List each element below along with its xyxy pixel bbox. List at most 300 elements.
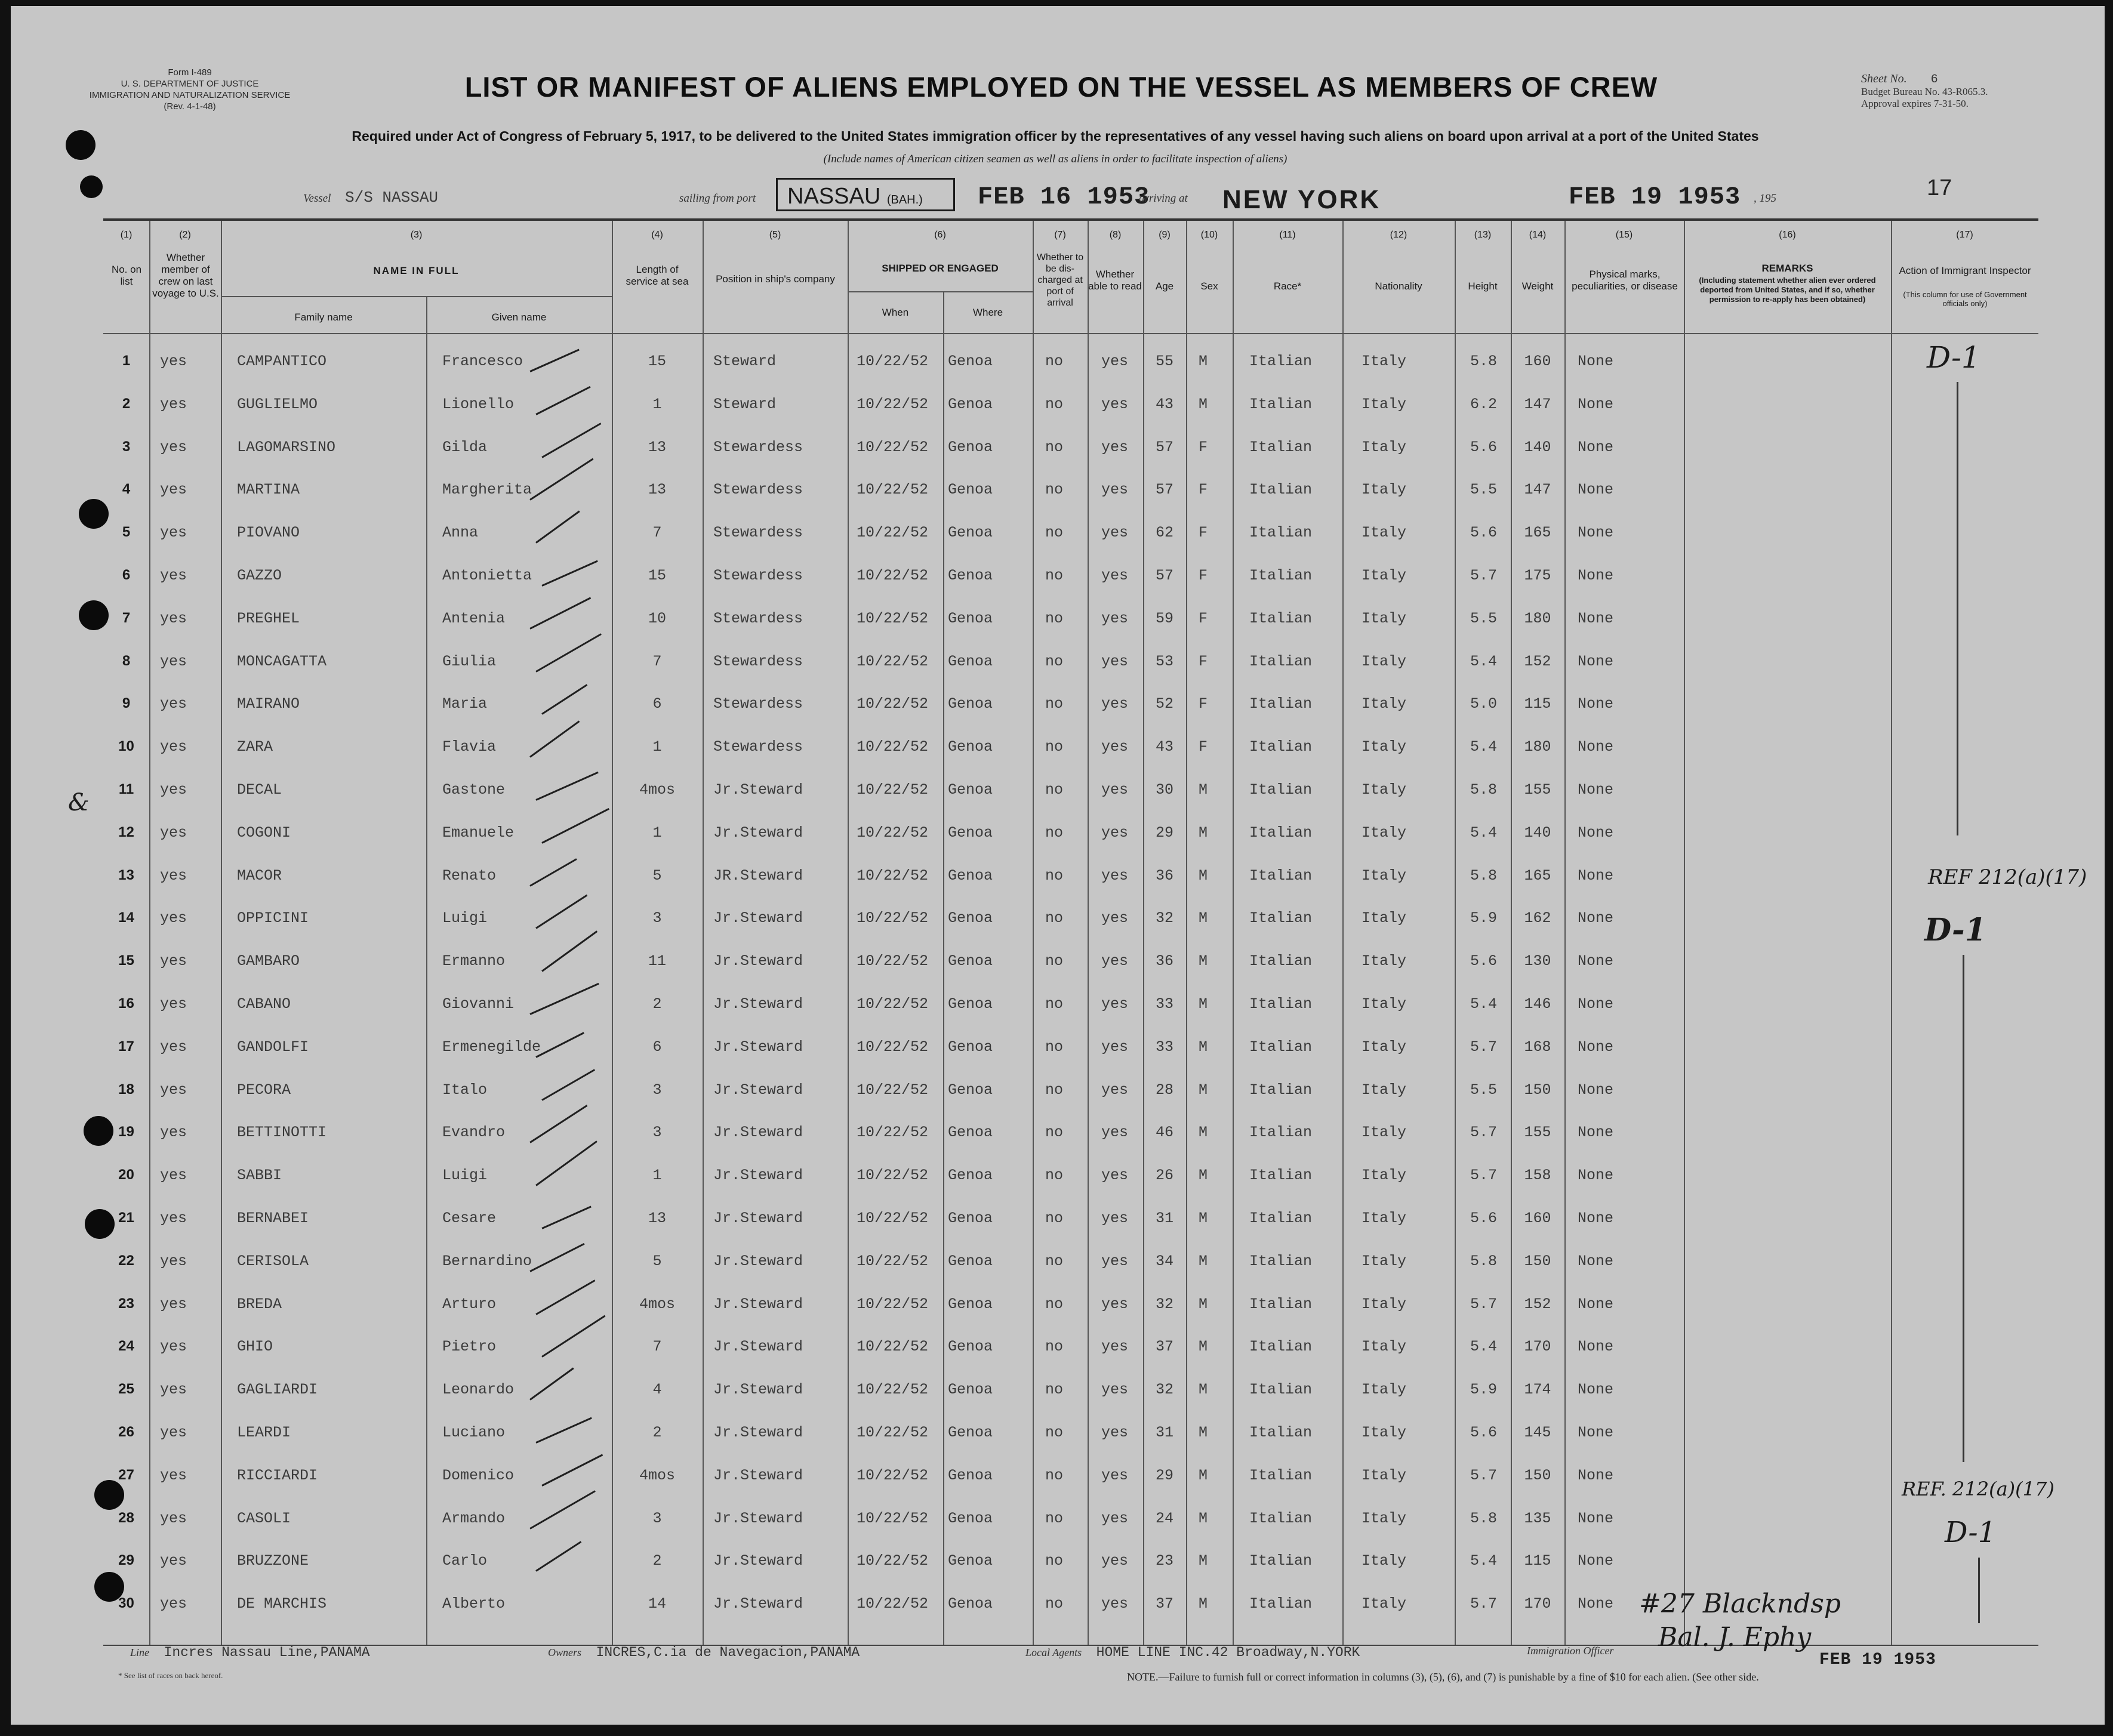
cell-read: yes <box>1101 1424 1129 1441</box>
cell-age: 28 <box>1155 1081 1173 1099</box>
cell-prev: yes <box>160 995 187 1013</box>
column-divider <box>1033 221 1034 1645</box>
cell-wt: 150 <box>1524 1466 1551 1484</box>
cell-len: 14 <box>648 1595 666 1613</box>
cell-prev: yes <box>160 1552 187 1570</box>
cell-pos: JR.Steward <box>713 867 803 884</box>
col-num-2: (2) <box>179 230 191 240</box>
owners-value: INCRES,C.ia de Navegacion,PANAMA <box>596 1645 860 1660</box>
col-title-16-sub: (Including statement whether alien ever ordered deported from United States, and if so, whether permission to re-apply has been obtained) <box>1699 276 1876 304</box>
cell-sex: M <box>1199 1081 1208 1099</box>
cell-race: Italian <box>1249 652 1313 670</box>
cell-pos: Jr.Steward <box>713 1595 803 1613</box>
cell-disc: no <box>1045 1424 1064 1441</box>
cell-ht: 5.4 <box>1470 1338 1498 1356</box>
cell-marks: None <box>1578 395 1614 413</box>
cell-when: 10/22/52 <box>857 781 929 798</box>
column-divider <box>703 221 704 1645</box>
cell-race: Italian <box>1249 481 1313 499</box>
col-num-9: (9) <box>1159 230 1171 240</box>
cell-marks: None <box>1578 524 1614 542</box>
cell-sex: F <box>1199 609 1208 627</box>
cell-pos: Jr.Steward <box>713 1381 803 1399</box>
cell-marks: None <box>1578 609 1614 627</box>
cell-no: 27 <box>118 1466 134 1483</box>
cell-no: 20 <box>118 1167 134 1183</box>
cell-sex: M <box>1199 909 1208 927</box>
cell-len: 3 <box>652 1509 662 1527</box>
cell-given: Emanuele <box>442 824 515 841</box>
cell-pos: Jr.Steward <box>713 1038 803 1056</box>
cell-pos: Stewardess <box>713 738 803 756</box>
column-divider <box>1455 221 1456 1645</box>
cell-prev: yes <box>160 738 187 756</box>
cell-nat: Italy <box>1362 1081 1407 1099</box>
cell-no: 22 <box>118 1252 134 1269</box>
cell-no: 30 <box>118 1595 134 1612</box>
cell-wt: 115 <box>1524 1552 1551 1570</box>
cell-disc: no <box>1045 824 1064 841</box>
cell-ht: 5.4 <box>1470 738 1498 756</box>
cell-when: 10/22/52 <box>857 1210 929 1227</box>
cell-sex: M <box>1199 1509 1208 1527</box>
cell-sex: M <box>1199 353 1208 370</box>
cell-marks: None <box>1578 1466 1614 1484</box>
page-title: LIST OR MANIFEST OF ALIENS EMPLOYED ON THE VESSEL AS MEMBERS OF CREW <box>464 71 1658 103</box>
cell-read: yes <box>1101 353 1129 370</box>
cell-race: Italian <box>1249 995 1313 1013</box>
cell-pos: Jr.Steward <box>713 1466 803 1484</box>
cell-given: Ermanno <box>442 952 506 970</box>
cell-read: yes <box>1101 1252 1129 1270</box>
subtitle-note: (Include names of American citizen seamen as well as aliens in order to facilitate inspection of aliens) <box>823 153 1287 165</box>
cell-sex: M <box>1199 1338 1208 1356</box>
cell-read: yes <box>1101 952 1129 970</box>
cell-given: Anna <box>442 524 479 542</box>
cell-given: Luigi <box>442 909 488 927</box>
cell-len: 1 <box>652 395 662 413</box>
cell-when: 10/22/52 <box>857 1466 929 1484</box>
cell-family: GUGLIELMO <box>237 395 318 413</box>
cell-race: Italian <box>1249 1210 1313 1227</box>
cell-disc: no <box>1045 1509 1064 1527</box>
cell-nat: Italy <box>1362 781 1407 798</box>
cell-when: 10/22/52 <box>857 395 929 413</box>
cell-pos: Jr.Steward <box>713 1552 803 1570</box>
inspector-ref-13: REF 212(a)(17) <box>1928 865 2087 889</box>
cell-family: PREGHEL <box>237 609 300 627</box>
col-num-14: (14) <box>1529 230 1547 240</box>
cell-ht: 5.8 <box>1470 867 1498 884</box>
cell-ht: 5.9 <box>1470 1381 1498 1399</box>
cell-given: Maria <box>442 695 488 713</box>
cell-age: 43 <box>1155 738 1173 756</box>
arriving-label: arriving at <box>1139 192 1188 205</box>
cell-given: Arturo <box>442 1295 497 1313</box>
cell-nat: Italy <box>1362 1552 1407 1570</box>
cell-disc: no <box>1045 1552 1064 1570</box>
cell-age: 46 <box>1155 1124 1173 1142</box>
cell-sex: F <box>1199 524 1208 542</box>
cell-disc: no <box>1045 609 1064 627</box>
cell-nat: Italy <box>1362 909 1407 927</box>
cell-age: 31 <box>1155 1210 1173 1227</box>
cell-prev: yes <box>160 1466 187 1484</box>
cell-when: 10/22/52 <box>857 1424 929 1441</box>
col-title-16: REMARKS <box>1761 263 1813 274</box>
cell-pos: Steward <box>713 395 777 413</box>
cell-age: 33 <box>1155 995 1173 1013</box>
cell-family: LEARDI <box>237 1424 291 1441</box>
cell-age: 57 <box>1155 438 1173 456</box>
cell-age: 53 <box>1155 652 1173 670</box>
cell-wt: 152 <box>1524 1295 1551 1313</box>
cell-where: Genoa <box>948 609 993 627</box>
cell-pos: Jr.Steward <box>713 1210 803 1227</box>
cell-prev: yes <box>160 1210 187 1227</box>
col-title-11: Race* <box>1273 280 1302 292</box>
cell-nat: Italy <box>1362 438 1407 456</box>
cell-nat: Italy <box>1362 695 1407 713</box>
cell-where: Genoa <box>948 824 993 841</box>
cell-ht: 5.4 <box>1470 824 1498 841</box>
cell-read: yes <box>1101 1466 1129 1484</box>
cell-pos: Jr.Steward <box>713 1424 803 1441</box>
cell-read: yes <box>1101 1295 1129 1313</box>
cell-ht: 5.4 <box>1470 1552 1498 1570</box>
cell-where: Genoa <box>948 1552 993 1570</box>
officer-signature: Bal. J. Ephy <box>1658 1622 1812 1652</box>
cell-given: Gilda <box>442 438 488 456</box>
cell-age: 59 <box>1155 609 1173 627</box>
cell-no: 23 <box>118 1295 134 1312</box>
cell-ht: 5.4 <box>1470 652 1498 670</box>
cell-no: 15 <box>118 952 134 969</box>
inspector-ref-27: REF. 212(a)(17) <box>1902 1478 2055 1500</box>
cell-marks: None <box>1578 1210 1614 1227</box>
col-title-13: Height <box>1468 280 1498 292</box>
cell-family: GAGLIARDI <box>237 1381 318 1399</box>
cell-len: 4 <box>652 1381 662 1399</box>
cell-when: 10/22/52 <box>857 695 929 713</box>
cell-race: Italian <box>1249 781 1313 798</box>
cell-nat: Italy <box>1362 1295 1407 1313</box>
col-title-14: Weight <box>1521 280 1554 292</box>
col-num-10: (10) <box>1200 230 1218 240</box>
cell-wt: 146 <box>1524 995 1551 1013</box>
cell-prev: yes <box>160 695 187 713</box>
cell-len: 2 <box>652 1424 662 1441</box>
cell-no: 11 <box>118 781 134 797</box>
cell-prev: yes <box>160 1595 187 1613</box>
cell-len: 2 <box>652 1552 662 1570</box>
cell-ht: 5.9 <box>1470 909 1498 927</box>
col-num-17: (17) <box>1956 230 1973 240</box>
arriving-port: NEW YORK <box>1222 185 1381 214</box>
cell-read: yes <box>1101 395 1129 413</box>
cell-len: 3 <box>652 909 662 927</box>
column-divider <box>1342 221 1344 1645</box>
cell-where: Genoa <box>948 1038 993 1056</box>
sailing-port: NASSAU <box>787 184 881 209</box>
cell-len: 2 <box>652 995 662 1013</box>
cell-when: 10/22/52 <box>857 1509 929 1527</box>
cell-nat: Italy <box>1362 1424 1407 1441</box>
cell-sex: M <box>1199 952 1208 970</box>
cell-marks: None <box>1578 1252 1614 1270</box>
cell-family: MAIRANO <box>237 695 300 713</box>
cell-age: 23 <box>1155 1552 1173 1570</box>
cell-len: 7 <box>652 652 662 670</box>
cell-where: Genoa <box>948 995 993 1013</box>
cell-family: GHIO <box>237 1338 273 1356</box>
cell-given: Luciano <box>442 1424 506 1441</box>
cell-given: Renato <box>442 867 497 884</box>
cell-no: 16 <box>118 995 134 1012</box>
cell-prev: yes <box>160 867 187 884</box>
form-number: Form I-489 <box>168 67 212 78</box>
cell-sex: M <box>1199 1252 1208 1270</box>
cell-nat: Italy <box>1362 1381 1407 1399</box>
cell-sex: M <box>1199 1552 1208 1570</box>
penalty-note: NOTE.—Failure to furnish full or correct information in columns (3), (5), (6), and (7) is punishable by a fine of $10 for each alien. (See other side. <box>1127 1671 1759 1683</box>
cell-family: BERNABEI <box>237 1210 309 1227</box>
cell-len: 6 <box>652 1038 662 1056</box>
cell-where: Genoa <box>948 781 993 798</box>
approval-expiry: Approval expires 7-31-50. <box>1861 98 1969 109</box>
cell-no: 24 <box>118 1338 134 1355</box>
cell-len: 15 <box>648 567 666 584</box>
cell-where: Genoa <box>948 1338 993 1356</box>
cell-no: 21 <box>118 1210 134 1226</box>
cell-where: Genoa <box>948 1466 993 1484</box>
cell-disc: no <box>1045 652 1064 670</box>
cell-family: SABBI <box>237 1167 282 1185</box>
cell-nat: Italy <box>1362 1338 1407 1356</box>
cell-nat: Italy <box>1362 1252 1407 1270</box>
cell-wt: 140 <box>1524 824 1551 841</box>
cell-race: Italian <box>1249 738 1313 756</box>
cell-len: 5 <box>652 1252 662 1270</box>
col-title-6-when: When <box>882 307 909 318</box>
cell-sex: M <box>1199 1124 1208 1142</box>
races-footnote: * See list of races on back hereof. <box>118 1671 223 1680</box>
cell-where: Genoa <box>948 1595 993 1613</box>
col-num-8: (8) <box>1109 230 1122 240</box>
cell-pos: Jr.Steward <box>713 824 803 841</box>
cell-when: 10/22/52 <box>857 1295 929 1313</box>
column-divider <box>1088 221 1089 1645</box>
col-title-3-family: Family name <box>294 312 353 323</box>
cell-sex: M <box>1199 1038 1208 1056</box>
cell-given: Margherita <box>442 481 532 499</box>
cell-where: Genoa <box>948 867 993 884</box>
remark-row-30: #27 Blackndsp <box>1639 1589 1841 1619</box>
cell-race: Italian <box>1249 567 1313 584</box>
column-divider <box>1186 221 1187 1645</box>
agents-value: HOME LINE INC.42 Broadway,N.YORK <box>1096 1645 1360 1660</box>
col-title-3: NAME IN FULL <box>373 265 460 276</box>
cell-age: 30 <box>1155 781 1173 798</box>
sailing-date: FEB 16 1953 <box>978 183 1150 211</box>
cell-sex: M <box>1199 824 1208 841</box>
cell-no: 26 <box>118 1424 134 1440</box>
cell-disc: no <box>1045 1167 1064 1185</box>
cell-disc: no <box>1045 1210 1064 1227</box>
cell-family: OPPICINI <box>237 909 309 927</box>
cell-race: Italian <box>1249 1081 1313 1099</box>
cell-race: Italian <box>1249 1167 1313 1185</box>
cell-disc: no <box>1045 481 1064 499</box>
cell-pos: Stewardess <box>713 609 803 627</box>
sheet-info <box>1861 73 2016 110</box>
cell-where: Genoa <box>948 695 993 713</box>
cell-when: 10/22/52 <box>857 1038 929 1056</box>
cell-prev: yes <box>160 1124 187 1142</box>
cell-no: 6 <box>122 567 131 583</box>
cell-prev: yes <box>160 1509 187 1527</box>
cell-pos: Jr.Steward <box>713 1081 803 1099</box>
row-divider <box>221 296 612 297</box>
cell-sex: M <box>1199 781 1208 798</box>
cell-race: Italian <box>1249 395 1313 413</box>
cell-given: Gastone <box>442 781 506 798</box>
cell-nat: Italy <box>1362 1595 1407 1613</box>
cell-family: CABANO <box>237 995 291 1013</box>
cell-family: BREDA <box>237 1295 282 1313</box>
cell-where: Genoa <box>948 1210 993 1227</box>
col-title-12: Nationality <box>1375 280 1422 292</box>
cell-family: PECORA <box>237 1081 291 1099</box>
cell-nat: Italy <box>1362 995 1407 1013</box>
cell-nat: Italy <box>1362 524 1407 542</box>
cell-race: Italian <box>1249 1466 1313 1484</box>
cell-prev: yes <box>160 1381 187 1399</box>
cell-race: Italian <box>1249 1338 1313 1356</box>
column-divider <box>1233 221 1234 1645</box>
cell-no: 8 <box>122 652 131 669</box>
cell-race: Italian <box>1249 1424 1313 1441</box>
cell-no: 25 <box>118 1381 134 1398</box>
cell-family: CAMPANTICO <box>237 353 327 370</box>
cell-marks: None <box>1578 353 1614 370</box>
cell-age: 32 <box>1155 909 1173 927</box>
cell-ht: 5.6 <box>1470 1210 1498 1227</box>
cell-ht: 5.8 <box>1470 781 1498 798</box>
cell-wt: 155 <box>1524 1124 1551 1142</box>
cell-sex: F <box>1199 652 1208 670</box>
cell-len: 15 <box>648 353 666 370</box>
manifest-table <box>103 218 2038 1646</box>
cell-no: 2 <box>122 395 131 412</box>
col-title-3-given: Given name <box>491 312 547 323</box>
cell-when: 10/22/52 <box>857 524 929 542</box>
cell-sex: M <box>1199 395 1208 413</box>
cell-nat: Italy <box>1362 1038 1407 1056</box>
cell-marks: None <box>1578 695 1614 713</box>
cell-no: 3 <box>122 438 131 455</box>
cell-no: 12 <box>118 824 134 840</box>
cell-race: Italian <box>1249 695 1313 713</box>
cell-read: yes <box>1101 909 1129 927</box>
cell-read: yes <box>1101 1381 1129 1399</box>
cell-ht: 5.8 <box>1470 353 1498 370</box>
cell-len: 7 <box>652 1338 662 1356</box>
cell-when: 10/22/52 <box>857 824 929 841</box>
col-title-9: Age <box>1155 280 1174 292</box>
cell-when: 10/22/52 <box>857 438 929 456</box>
cell-marks: None <box>1578 781 1614 798</box>
cell-wt: 147 <box>1524 481 1551 499</box>
cell-family: DE MARCHIS <box>237 1595 327 1613</box>
budget-bureau: Budget Bureau No. 43-R065.3. <box>1861 86 1988 97</box>
punch-hole <box>66 130 96 160</box>
form-service: IMMIGRATION AND NATURALIZATION SERVICE <box>89 90 291 100</box>
cell-pos: Jr.Steward <box>713 1338 803 1356</box>
cell-no: 19 <box>118 1124 134 1140</box>
cell-race: Italian <box>1249 867 1313 884</box>
cell-read: yes <box>1101 652 1129 670</box>
cell-ht: 5.7 <box>1470 1595 1498 1613</box>
cell-marks: None <box>1578 652 1614 670</box>
cell-ht: 5.6 <box>1470 1424 1498 1441</box>
cell-where: Genoa <box>948 1381 993 1399</box>
cell-nat: Italy <box>1362 1210 1407 1227</box>
cell-race: Italian <box>1249 1595 1313 1613</box>
cell-disc: no <box>1045 952 1064 970</box>
cell-disc: no <box>1045 1124 1064 1142</box>
cell-prev: yes <box>160 781 187 798</box>
cell-no: 13 <box>118 867 134 883</box>
cell-pos: Stewardess <box>713 695 803 713</box>
cell-read: yes <box>1101 1124 1129 1142</box>
cell-family: ZARA <box>237 738 273 756</box>
cell-no: 29 <box>118 1552 134 1569</box>
cell-sex: F <box>1199 481 1208 499</box>
cell-given: Giulia <box>442 652 497 670</box>
line-label: Line <box>130 1646 150 1658</box>
sailing-label: sailing from port <box>679 192 756 205</box>
col-num-3: (3) <box>410 230 423 240</box>
cell-len: 1 <box>652 1167 662 1185</box>
cell-nat: Italy <box>1362 1167 1407 1185</box>
inspector-bracket-line <box>1957 382 1958 835</box>
cell-given: Cesare <box>442 1210 497 1227</box>
cell-read: yes <box>1101 1509 1129 1527</box>
cell-given: Domenico <box>442 1466 515 1484</box>
cell-given: Antenia <box>442 609 506 627</box>
cell-race: Italian <box>1249 1124 1313 1142</box>
cell-read: yes <box>1101 1338 1129 1356</box>
col-num-12: (12) <box>1390 230 1407 240</box>
cell-when: 10/22/52 <box>857 995 929 1013</box>
cell-read: yes <box>1101 1552 1129 1570</box>
cell-age: 37 <box>1155 1338 1173 1356</box>
cell-sex: M <box>1199 1466 1208 1484</box>
cell-age: 57 <box>1155 481 1173 499</box>
page-subtitle: Required under Act of Congress of February 5, 1917, to be delivered to the United States immigration officer by the representatives of any vessel having such aliens on board upon arrival at a port of the United States <box>352 128 1759 144</box>
cell-wt: 174 <box>1524 1381 1551 1399</box>
cell-where: Genoa <box>948 1252 993 1270</box>
cell-nat: Italy <box>1362 824 1407 841</box>
cell-read: yes <box>1101 695 1129 713</box>
cell-ht: 5.5 <box>1470 1081 1498 1099</box>
agents-label: Local Agents <box>1025 1646 1082 1658</box>
column-divider <box>1684 221 1685 1645</box>
cell-where: Genoa <box>948 1424 993 1441</box>
cell-nat: Italy <box>1362 1124 1407 1142</box>
cell-age: 29 <box>1155 1466 1173 1484</box>
